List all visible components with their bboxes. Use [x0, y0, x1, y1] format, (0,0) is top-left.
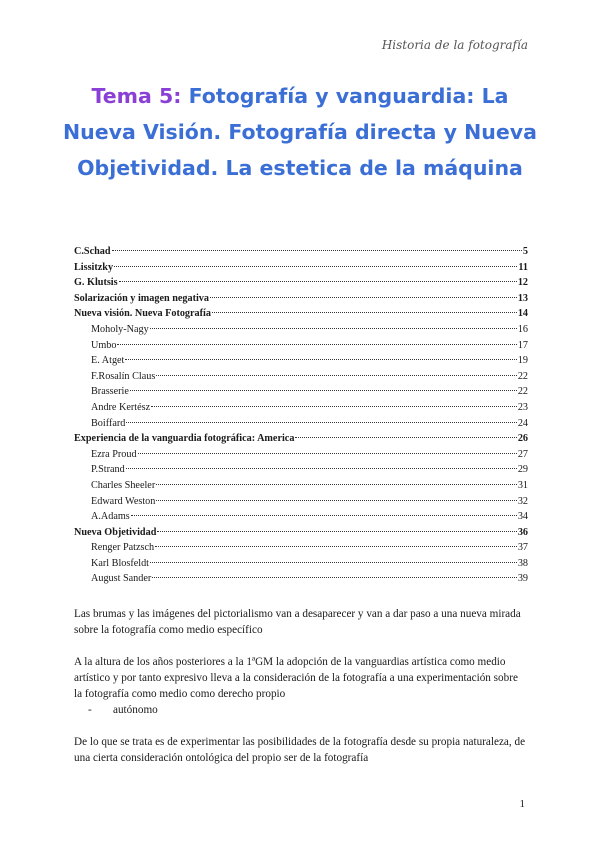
page-number: 1 — [519, 798, 525, 810]
toc-entry[interactable] — [74, 431, 528, 447]
toc-entry-label: E. Atget — [91, 355, 125, 367]
toc-entry-label: G. Klutsis — [74, 277, 118, 289]
toc-entry-label: Nueva Objetividad — [74, 526, 157, 538]
toc-entry-page: 22 — [517, 370, 528, 382]
body-text — [74, 606, 528, 782]
toc-entry[interactable] — [74, 369, 528, 385]
toc-leader-dots — [295, 437, 516, 438]
toc-entry[interactable] — [74, 275, 528, 291]
toc-entry-page: 38 — [517, 557, 528, 569]
toc-leader-dots — [151, 406, 517, 407]
toc-leader-dots — [112, 250, 522, 251]
toc-leader-dots — [210, 297, 517, 298]
toc-entry[interactable] — [74, 447, 528, 463]
toc-entry[interactable] — [74, 571, 528, 587]
toc-leader-dots — [130, 390, 517, 391]
toc-leader-dots — [156, 500, 516, 501]
toc-leader-dots — [117, 344, 516, 345]
toc-entry-page: 24 — [517, 417, 528, 429]
toc-entry-label: C.Schad — [74, 246, 111, 257]
toc-entry-label: Nueva visión. Nueva Fotografía — [74, 308, 211, 320]
toc-entry-page: 27 — [517, 448, 528, 460]
toc-entry-label: August Sander — [91, 573, 152, 585]
toc-leader-dots — [131, 515, 517, 516]
toc-entry-page: 37 — [517, 542, 528, 554]
toc-entry[interactable] — [74, 478, 528, 494]
toc-entry-page: 16 — [517, 323, 528, 335]
bullet-text: autónomo — [113, 704, 158, 716]
toc-leader-dots — [156, 484, 517, 485]
title-prefix: Tema 5: — [91, 84, 182, 108]
toc-leader-dots — [157, 531, 516, 532]
toc-entry-page: 17 — [517, 339, 528, 351]
toc-leader-dots — [152, 577, 517, 578]
toc-entry-page: 29 — [517, 464, 528, 476]
toc-leader-dots — [150, 562, 517, 563]
toc-entry-label: Charles Sheeler — [91, 479, 156, 491]
toc-entry[interactable] — [74, 244, 528, 260]
toc-leader-dots — [212, 312, 517, 313]
toc-entry-page: 22 — [517, 386, 528, 398]
paragraph-2: A la altura de los años posteriores a la 1ªGM la adopción de la vanguardias artística como medio artístico y por tanto expresivo lleva a la consideración de la fotografía a una experimentación sobre la fotografía como medio como derecho propio — [74, 656, 518, 700]
toc-entry[interactable] — [74, 416, 528, 432]
bullet-dash: - — [88, 704, 92, 716]
toc-entry-page: 11 — [518, 261, 528, 273]
toc-leader-dots — [155, 546, 517, 547]
toc-entry[interactable] — [74, 322, 528, 338]
toc-entry-label: Ezra Proud — [91, 448, 137, 460]
toc-entry-label: Umbo — [91, 339, 117, 351]
bullet-item — [74, 702, 528, 718]
title-main: Fotografía y vanguardia: La Nueva Visión. Fotografía directa y Nueva Objetividad. La estetica de la máquina — [62, 84, 537, 180]
toc-leader-dots — [150, 328, 517, 329]
toc-entry[interactable] — [74, 494, 528, 510]
toc-entry[interactable] — [74, 353, 528, 369]
toc-entry-page: 19 — [517, 355, 528, 367]
toc-entry[interactable] — [74, 525, 528, 541]
toc-entry-label: Moholy-Nagy — [91, 323, 149, 335]
toc-entry-page: 12 — [517, 277, 528, 289]
running-header: Historia de la fotografía — [381, 38, 528, 52]
toc-entry-label: Boiffard — [91, 417, 126, 429]
toc-entry[interactable] — [74, 260, 528, 276]
toc-entry-page: 23 — [517, 401, 528, 413]
toc-entry-label: Renger Patzsch — [91, 542, 155, 554]
toc-entry[interactable] — [74, 338, 528, 354]
toc-leader-dots — [138, 453, 517, 454]
toc-leader-dots — [119, 281, 517, 282]
toc-entry[interactable] — [74, 306, 528, 322]
toc-entry[interactable] — [74, 400, 528, 416]
toc-entry[interactable] — [74, 462, 528, 478]
toc-entry-label: Solarización y imagen negativa — [74, 292, 209, 304]
table-of-contents — [74, 244, 528, 587]
toc-entry[interactable] — [74, 384, 528, 400]
toc-entry-page: 13 — [517, 292, 528, 304]
toc-entry-page: 36 — [517, 526, 528, 538]
toc-entry[interactable] — [74, 291, 528, 307]
toc-entry-label: P.Strand — [91, 464, 125, 476]
toc-entry[interactable] — [74, 509, 528, 525]
toc-entry-page: 34 — [517, 511, 528, 523]
toc-entry-label: Brasserie — [91, 386, 129, 398]
toc-entry-page: 5 — [522, 246, 528, 257]
toc-entry-label: A.Adams — [91, 511, 130, 523]
toc-leader-dots — [156, 375, 517, 376]
toc-leader-dots — [114, 266, 517, 267]
toc-leader-dots — [126, 468, 517, 469]
toc-entry-page: 14 — [517, 308, 528, 320]
paragraph-3: De lo que se trata es de experimentar las posibilidades de la fotografía desde su propia naturaleza, de una cierta consideración ontológica del propio ser de la fotografía — [74, 736, 526, 764]
toc-entry-page: 39 — [517, 573, 528, 585]
toc-leader-dots — [125, 359, 516, 360]
toc-entry[interactable] — [74, 540, 528, 556]
toc-entry-label: Lissitzky — [74, 261, 114, 273]
toc-entry-label: Karl Blosfeldt — [91, 557, 150, 569]
toc-entry[interactable] — [74, 556, 528, 572]
toc-entry-page: 26 — [517, 433, 528, 445]
toc-entry-page: 31 — [517, 479, 528, 491]
toc-entry-page: 32 — [517, 495, 528, 507]
toc-entry-label: Andre Kertész — [91, 401, 151, 413]
paragraph-1: Las brumas y las imágenes del pictorialismo van a desaparecer y van a dar paso a una nueva mirada sobre la fotografía como medio específico — [74, 608, 521, 636]
toc-entry-label: F.Rosalín Claus — [91, 370, 156, 382]
page-title — [60, 78, 540, 186]
toc-entry-label: Edward Weston — [91, 495, 156, 507]
toc-leader-dots — [126, 422, 516, 423]
toc-entry-label: Experiencia de la vanguardia fotográfica: America — [74, 433, 295, 445]
